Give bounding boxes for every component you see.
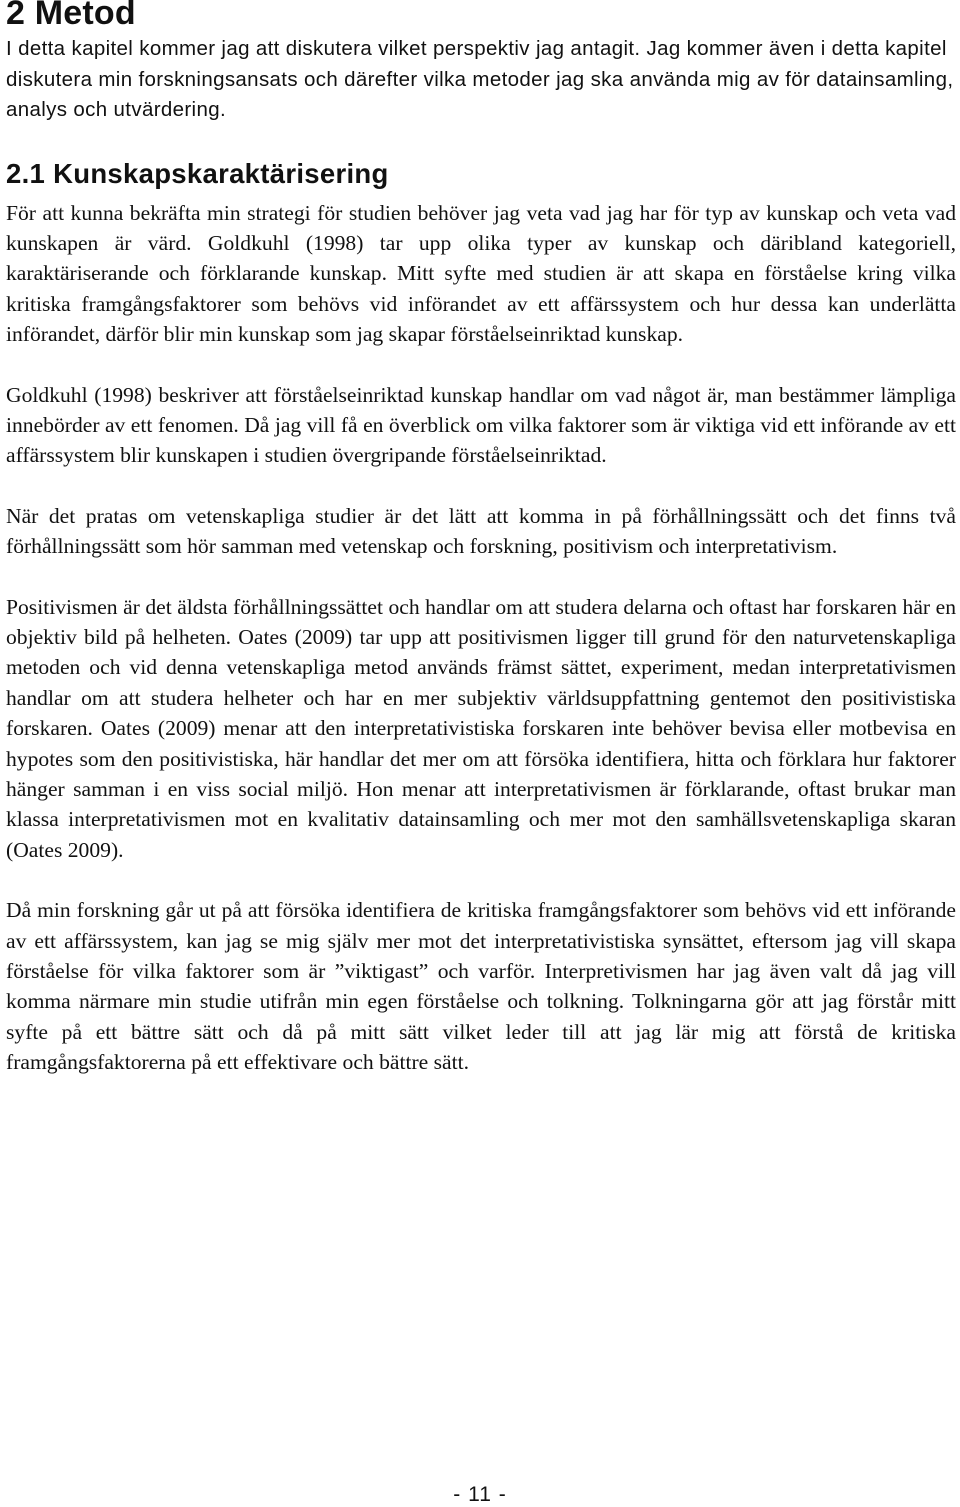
body-paragraph: Positivismen är det äldsta förhållningssättet och handlar om att studera delarna och oftast har forskaren här en objektiv bild på helheten. Oates (2009) tar upp att positivismen ligger till grund för den naturvetenskapliga metoden och vid denna vetenskapliga metod används främst sättet, experiment, medan interpretativismen handlar om att studera helheter och har en mer subjektiv världsuppfattning gentemot den positivistiska forskaren. Oates (2009) menar att den interpretativistiska forskaren inte behöver bevisa eller motbevisa en hypotes som den positivistiska, här handlar det mer om att försöka identifiera, hitta och förklara hur faktorer hänger samman i en viss social miljö. Hon menar att interpretativismen är förklarande, oftast brukar man klassa interpretativismen mot en kvalitativ datainsamling och mer mot den samhällsvetenskapliga skaran (Oates 2009).: [6, 594, 956, 862]
chapter-heading: 2 Metod: [6, 0, 136, 32]
body-paragraph: När det pratas om vetenskapliga studier är det lätt att komma in på förhållningssätt och det finns två förhållningssätt som hör samman med vetenskap och forskning, positivism och interpretativism.: [6, 503, 956, 559]
body-paragraph: Goldkuhl (1998) beskriver att förståelseinriktad kunskap handlar om vad något är, man bestämmer lämpliga innebörder av ett fenomen. Då jag vill få en överblick om vilka faktorer som är viktiga vid ett införande av ett affärssystem blir kunskapen i studien övergripande förståelseinriktad.: [6, 382, 956, 468]
body-paragraph: För att kunna bekräfta min strategi för studien behöver jag veta vad jag har för typ av kunskap och veta vad kunskapen är värd. Goldkuhl (1998) tar upp olika typer av kunskap och däribland kategoriell, karaktäriserande och förklarande kunskap. Mitt syfte med studien är att skapa en förståelse kring vilka kritiska framgångsfaktorer som behövs vid införandet av ett affärssystem och hur dessa kan underlätta införandet, därför blir min kunskap som jag skapar förståelseinriktad kunskap.: [6, 200, 956, 347]
page-number: - 11 -: [453, 1483, 507, 1506]
body-paragraph: Då min forskning går ut på att försöka identifiera de kritiska framgångsfaktorer som behövs vid ett införande av ett affärssystem, kan jag se mig själv mer mot det interpretativistiska synsättet, eftersom jag vill skapa förståelse för vilka faktorer som är ”viktigast” och varför. Interpretivismen har jag även valt då jag vill komma närmare min studie utifrån min egen förståelse och tolkning. Tolkningarna gör att jag förstår mitt syfte på ett bättre sätt och då på mitt sätt vilket leder till att jag lär mig att förstå de kritiska framgångsfaktorerna på ett effektivare och bättre sätt.: [6, 898, 956, 1075]
chapter-intro-paragraph: I detta kapitel kommer jag att diskutera vilket perspektiv jag antagit. Jag kommer även i detta kapitel diskutera min forskningsansats och därefter vilka metoder jag ska använda mig av för datainsamling, analys och utvärdering.: [6, 37, 954, 121]
document-page: [6, 0, 956, 1078]
section-heading: 2.1 Kunskapskaraktärisering: [6, 157, 389, 189]
